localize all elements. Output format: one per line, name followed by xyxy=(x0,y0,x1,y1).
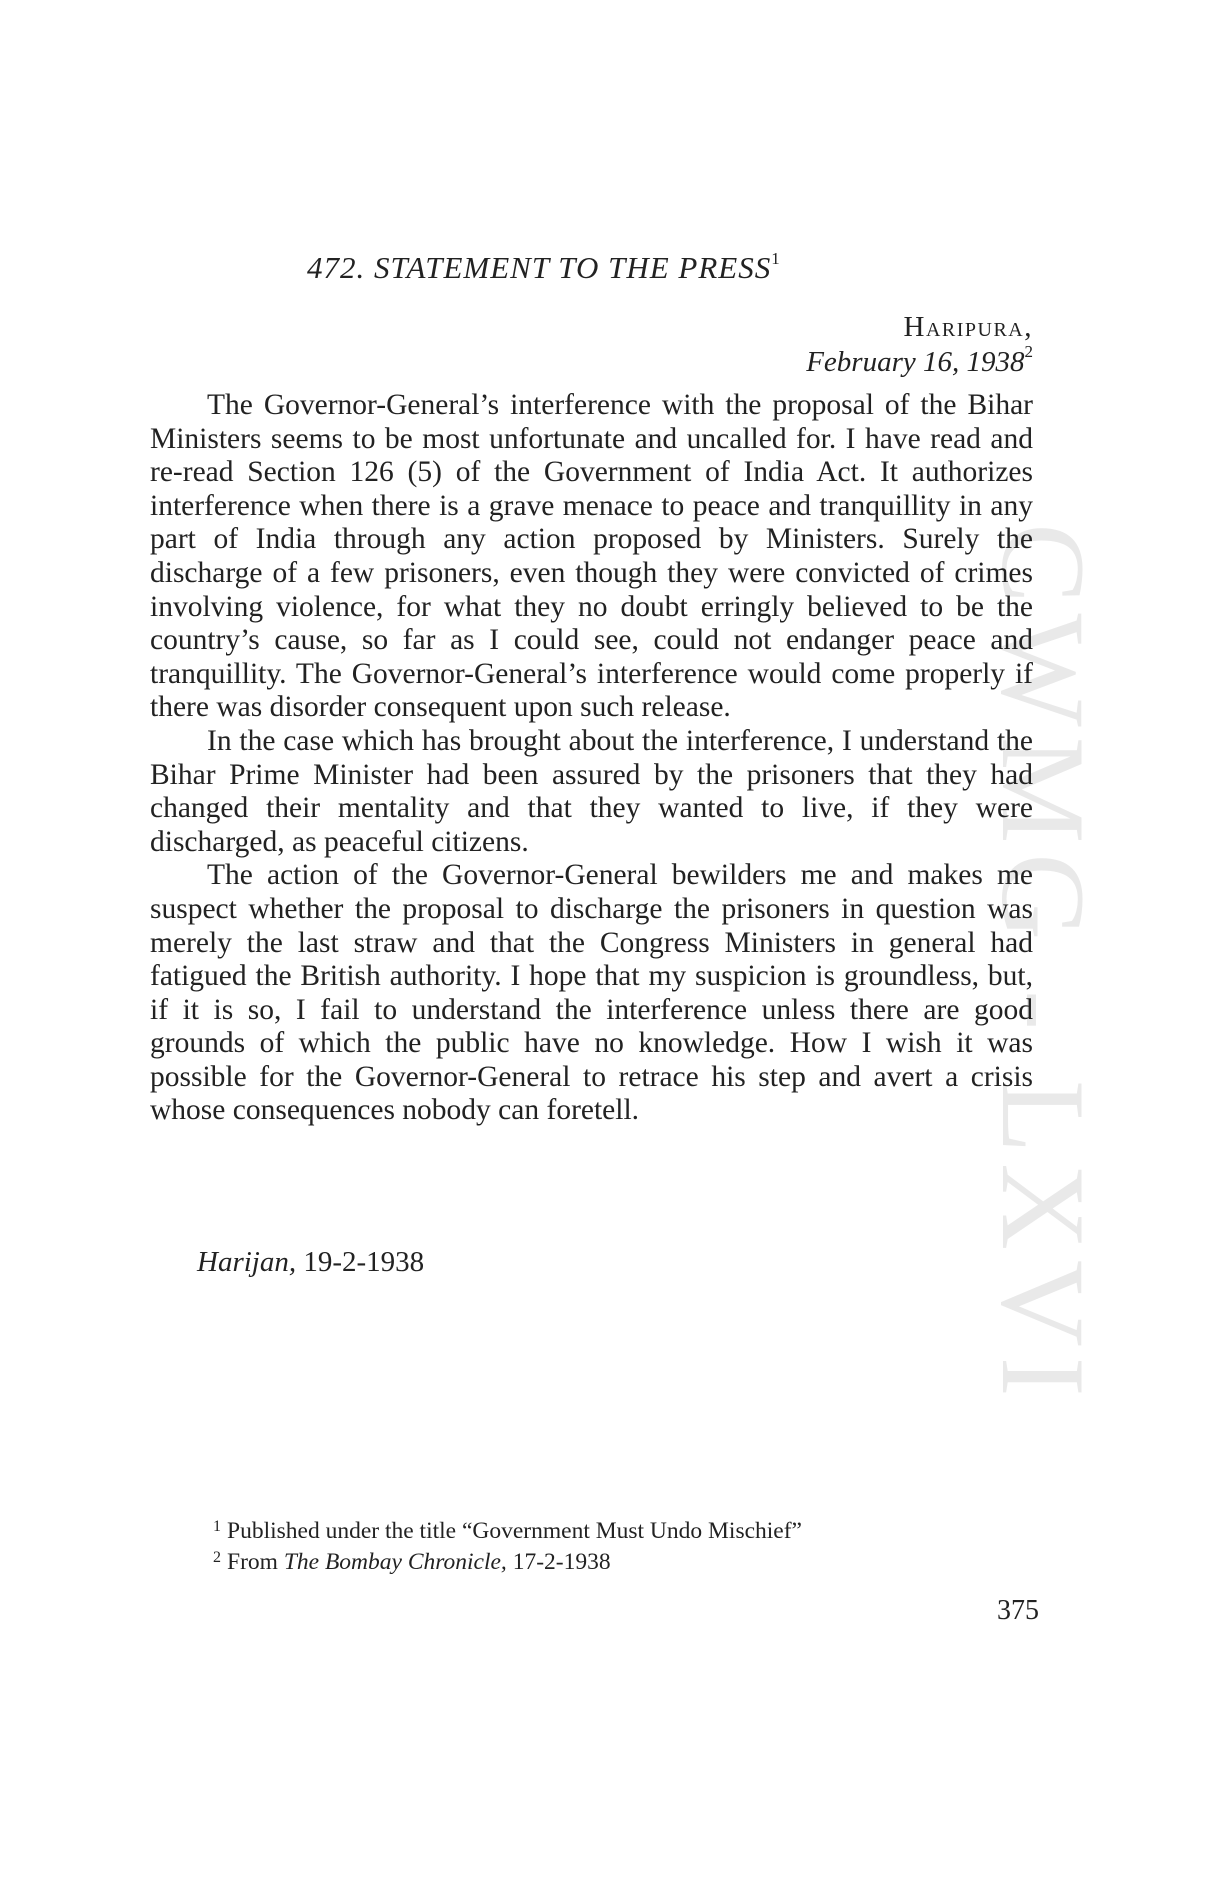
dateline-place: Haripura, xyxy=(903,311,1033,343)
paragraph: The action of the Governor-General bewilders me and makes me suspect whether the proposal to discharge the prisoners in question was merely the last straw and that the Congress Ministers in general had fatigued the British authority. I hope that my suspicion is groundless, but, if it is so, I fail to understand the interference unless there are good grounds of which the public have no knowledge. How I wish it was possible for the Governor-General to retrace his step and avert a crisis whose consequences nobody can foretell. xyxy=(150,859,1033,1127)
footnote-marker-1: 1 xyxy=(771,249,781,268)
footnote-1 xyxy=(213,1516,802,1547)
watermark-text: CWMG - LXVI xyxy=(977,523,1110,1407)
paragraph: In the case which has brought about the interference, I understand the Bihar Prime Minister had been assured by the prisoners that they had changed their mentality and that they wanted to live, if they were discharged, as peaceful citizens. xyxy=(150,724,1033,858)
document-title xyxy=(307,250,781,286)
source-publication: Harijan, xyxy=(197,1246,297,1278)
paragraph: The Governor-General’s interference with the proposal of the Bihar Ministers seems to be most unfortunate and uncalled for. I have read and re-read Section 126 (5) of the Government of India Act. It authorizes interference when there is a grave menace to peace and tranquillity in any part of India through any action proposed by Ministers. Surely the discharge of a few prisoners, even though they were convicted of crimes involving violence, for what they no doubt erringly believed to be the country’s cause, so far as I could see, could not endanger peace and tranquillity. The Governor-General’s interference would come properly if there was disorder consequent upon such release. xyxy=(150,389,1033,724)
footnote-2 xyxy=(213,1547,802,1578)
footnote-number: 2 xyxy=(213,1549,221,1566)
title-text: 472. STATEMENT TO THE PRESS xyxy=(307,250,772,285)
footnote-prefix: From xyxy=(227,1549,278,1575)
source-date: 19-2-1938 xyxy=(303,1246,425,1278)
page-number: 375 xyxy=(997,1595,1039,1626)
dateline-date xyxy=(806,342,1033,379)
footnote-number: 1 xyxy=(213,1518,221,1535)
footnote-publication: The Bombay Chronicle, xyxy=(283,1549,507,1575)
footnotes xyxy=(213,1516,802,1578)
date-text: February 16, 1938 xyxy=(806,346,1025,378)
footnote-text: Published under the title “Government Must Undo Mischief” xyxy=(227,1518,802,1544)
source-citation xyxy=(197,1246,424,1279)
footnote-marker-2: 2 xyxy=(1024,342,1033,361)
statement-body xyxy=(150,389,1033,1128)
footnote-date: 17-2-1938 xyxy=(512,1549,611,1575)
